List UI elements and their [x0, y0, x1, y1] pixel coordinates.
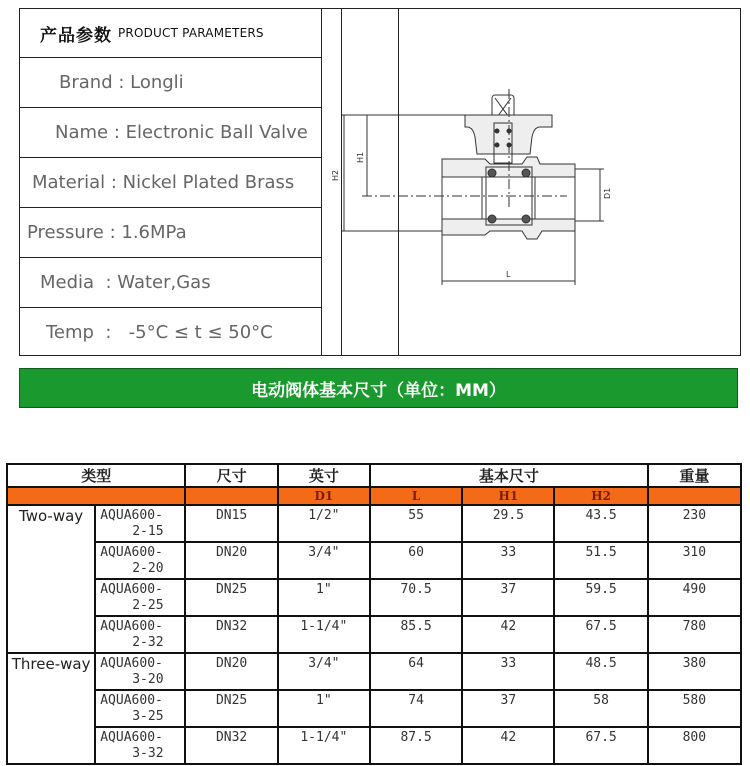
- inch-cell: 1": [278, 579, 370, 616]
- subheader-h2: H2: [554, 487, 647, 505]
- param-brand: Brand : Longli: [20, 58, 321, 108]
- inch-cell: 1-1/4": [278, 616, 370, 653]
- model-line2: 2-32: [132, 635, 164, 650]
- table-header-row: [7, 464, 741, 487]
- l-cell: 64: [370, 653, 462, 690]
- dn-cell: DN20: [185, 653, 277, 690]
- model-cell: [95, 653, 185, 690]
- h2-cell: 43.5: [554, 505, 647, 542]
- header-weight: 重量: [648, 464, 741, 487]
- table-row: [7, 616, 741, 653]
- h1-cell: 37: [462, 690, 554, 727]
- weight-cell: 310: [648, 542, 741, 579]
- h2-cell: 58: [554, 690, 647, 727]
- h2-cell: 51.5: [554, 542, 647, 579]
- h2-cell: 59.5: [554, 579, 647, 616]
- weight-cell: 780: [648, 616, 741, 653]
- model-line1: AQUA600-: [100, 508, 163, 523]
- model-line2: 2-25: [132, 598, 164, 613]
- table-row: [7, 653, 741, 690]
- l-cell: 55: [370, 505, 462, 542]
- model-line2: 2-20: [132, 561, 164, 576]
- h1-cell: 33: [462, 542, 554, 579]
- model-cell: [95, 727, 185, 764]
- dim-label-h1: H1: [356, 151, 365, 163]
- type-two-way: Two-way: [7, 505, 95, 653]
- type-three-way: Three-way: [7, 653, 95, 764]
- h1-cell: 42: [462, 727, 554, 764]
- subheader-l: L: [370, 487, 462, 505]
- model-cell: [95, 542, 185, 579]
- param-name: Name : Electronic Ball Valve: [20, 108, 321, 158]
- table-row: [7, 505, 741, 542]
- param-pressure: Pressure : 1.6MPa: [20, 208, 321, 258]
- dim-label-d1: D1: [603, 187, 612, 199]
- dn-cell: DN32: [185, 616, 277, 653]
- subheader-empty-type: [7, 487, 185, 505]
- model-line1: AQUA600-: [100, 693, 163, 708]
- table-row: [7, 579, 741, 616]
- h1-cell: 33: [462, 653, 554, 690]
- model-line1: AQUA600-: [100, 656, 163, 671]
- model-line2: 3-20: [132, 672, 164, 687]
- l-cell: 60: [370, 542, 462, 579]
- parameters-column: [20, 9, 322, 355]
- dn-cell: DN25: [185, 690, 277, 727]
- model-cell: [95, 616, 185, 653]
- model-line1: AQUA600-: [100, 619, 163, 634]
- header-type: 类型: [7, 464, 185, 487]
- parameters-title-cn: 产品参数: [40, 25, 112, 46]
- l-cell: 70.5: [370, 579, 462, 616]
- param-media: Media : Water,Gas: [20, 258, 321, 308]
- inch-cell: 1": [278, 690, 370, 727]
- dn-cell: DN32: [185, 727, 277, 764]
- l-cell: 74: [370, 690, 462, 727]
- dim-label-l: L: [506, 270, 511, 279]
- dimensions-banner: 电动阀体基本尺寸（单位：MM）: [19, 368, 738, 408]
- weight-cell: 580: [648, 690, 741, 727]
- ball-valve-cross-section-drawing: [331, 9, 740, 355]
- h2-cell: 67.5: [554, 616, 647, 653]
- parameters-title: [20, 9, 321, 58]
- model-line1: AQUA600-: [100, 545, 163, 560]
- h1-cell: 42: [462, 616, 554, 653]
- model-cell: [95, 690, 185, 727]
- dimensions-table: [6, 463, 742, 765]
- dn-cell: DN25: [185, 579, 277, 616]
- model-line1: AQUA600-: [100, 582, 163, 597]
- h1-cell: 37: [462, 579, 554, 616]
- weight-cell: 490: [648, 579, 741, 616]
- inch-cell: 1-1/4": [278, 727, 370, 764]
- param-material: Material : Nickel Plated Brass: [20, 158, 321, 208]
- valve-drawing-panel: [331, 8, 741, 356]
- dim-label-h2: H2: [331, 169, 340, 181]
- weight-cell: 380: [648, 653, 741, 690]
- l-cell: 85.5: [370, 616, 462, 653]
- header-inch: 英寸: [278, 464, 370, 487]
- model-cell: [95, 579, 185, 616]
- model-cell: [95, 505, 185, 542]
- param-temp: Temp : -5°C ≤ t ≤ 50°C: [46, 321, 273, 343]
- weight-cell: 230: [648, 505, 741, 542]
- inch-cell: 3/4": [278, 542, 370, 579]
- h2-cell: 67.5: [554, 727, 647, 764]
- model-line1: AQUA600-: [100, 730, 163, 745]
- model-line2: 2-15: [132, 524, 164, 539]
- subheader-h1: H1: [462, 487, 554, 505]
- header-basic-dimensions: 基本尺寸: [370, 464, 648, 487]
- h1-cell: 29.5: [462, 505, 554, 542]
- table-row: [7, 542, 741, 579]
- weight-cell: 800: [648, 727, 741, 764]
- parameters-title-en: PRODUCT PARAMETERS: [118, 26, 264, 40]
- l-cell: 87.5: [370, 727, 462, 764]
- dn-cell: DN20: [185, 542, 277, 579]
- inch-cell: 1/2": [278, 505, 370, 542]
- table-subheader-row: [7, 487, 741, 505]
- inch-cell: 3/4": [278, 653, 370, 690]
- subheader-empty-weight: [648, 487, 741, 505]
- table-row: [7, 727, 741, 764]
- model-line2: 3-25: [132, 709, 164, 724]
- subheader-d1: D1: [278, 487, 370, 505]
- model-line2: 3-32: [132, 746, 164, 761]
- dn-cell: DN15: [185, 505, 277, 542]
- header-size: 尺寸: [185, 464, 277, 487]
- table-row: [7, 690, 741, 727]
- h2-cell: 48.5: [554, 653, 647, 690]
- subheader-empty-size: [185, 487, 277, 505]
